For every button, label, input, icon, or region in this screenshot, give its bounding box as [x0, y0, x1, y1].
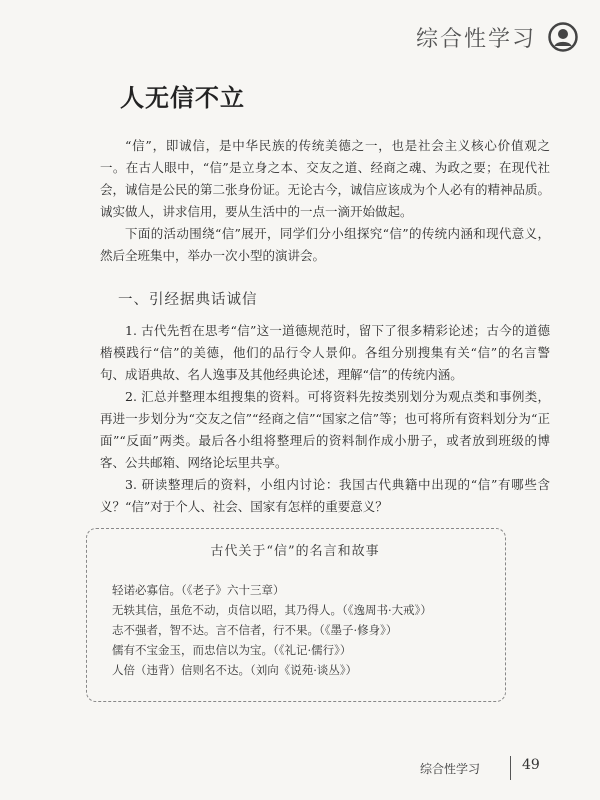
step-paragraph: 2. 汇总并整理本组搜集的资料。可将资料先按类别划分为观点类和事例类，再进一步划分为“交友之信”“经商之信”“国家之信”等；也可将所有资料划分为“正面”“反面”两类。最后各小组将整理后的资料制作成小册子，或者放到班级的博客、公共邮箱、网络论坛里共享。 — [100, 389, 550, 470]
activity-steps — [100, 320, 550, 518]
quote-item: 无轶其信，虽危不动，贞信以昭，其乃得人。（《逸周书·大戒》） — [112, 603, 432, 617]
step-paragraph: 3. 研读整理后的资料，小组内讨论：我国古代典籍中出现的“信”有哪些含义？“信”对于个人、社会、国家有怎样的重要意义？ — [100, 477, 550, 514]
quote-item: 轻诺必寡信。（《老子》六十三章） — [112, 583, 285, 597]
intro-text — [100, 135, 550, 267]
step-paragraph: 1. 古代先哲在思考“信”这一道德规范时，留下了很多精彩论述；古今的道德楷模践行“信”的美德，他们的品行令人景仰。各组分别搜集有关“信”的名言警句、成语典故、名人逸事及其他经典论述，理解“信”的传统内涵。 — [100, 323, 550, 382]
quote-item: 志不强者，智不达。言不信者，行不果。（《墨子·修身》） — [112, 623, 398, 637]
person-silhouette-icon — [548, 22, 578, 52]
quote-list — [112, 580, 492, 680]
footer-section-label: 综合性学习 — [420, 762, 481, 776]
section-heading: 一、引经据典话诚信 — [118, 292, 258, 308]
quote-item: 儒有不宝金玉，而忠信以为宝。（《礼记·儒行》） — [112, 643, 352, 657]
quote-box-title: 古代关于“信”的名言和故事 — [210, 544, 380, 559]
footer-divider — [510, 756, 511, 780]
quote-item: 人倍（违背）信则名不达。（刘向《说苑·谈丛》） — [112, 663, 358, 677]
page-title: 人无信不立 — [120, 84, 245, 112]
page-number: 49 — [522, 757, 540, 773]
intro-paragraph: “信”，即诚信，是中华民族的传统美德之一，也是社会主义核心价值观之一。在古人眼中，“信”是立身之本、交友之道、经商之魂、为政之要；在现代社会，诚信是公民的第二张身份证。无论古今，诚信应该成为个人必有的精神品质。诚实做人，讲求信用，要从生活中的一点一滴开始做起。 — [100, 138, 551, 219]
intro-paragraph: 下面的活动围绕“信”展开，同学们分小组探究“信”的传统内涵和现代意义，然后全班集中，举办一次小型的演讲会。 — [100, 226, 550, 263]
section-label: 综合性学习 — [415, 27, 536, 52]
